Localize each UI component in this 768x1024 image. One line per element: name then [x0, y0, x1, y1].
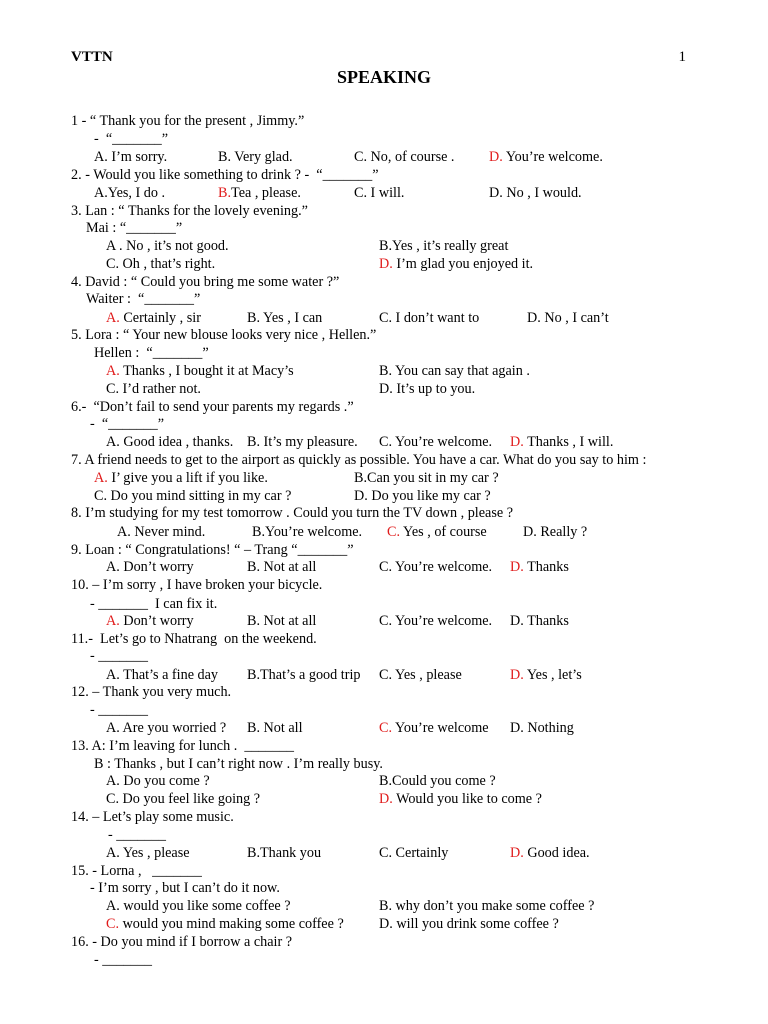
line-segment: [71, 630, 317, 648]
line-segment: [252, 523, 362, 541]
segment-text: - _______: [90, 648, 148, 664]
segment-text: C. Do you mind sitting in my car ?: [94, 488, 292, 504]
correct-answer-marker: A.: [106, 613, 120, 629]
line-segment: [71, 273, 339, 291]
line-segment: [71, 398, 354, 416]
line-segment: [90, 595, 217, 613]
line-segment: [71, 451, 646, 469]
segment-text: You’re welcome: [392, 720, 489, 736]
line-segment: [379, 844, 448, 862]
line-segment: [247, 612, 316, 630]
segment-text: A. Yes , please: [106, 845, 190, 861]
line-segment: [71, 504, 513, 522]
segment-text: Would you like to come ?: [392, 791, 542, 807]
segment-text: I’m glad you enjoyed it.: [392, 256, 534, 272]
page-number: 1: [678, 49, 686, 65]
line-segment: [90, 647, 148, 665]
line-segment: [94, 755, 383, 773]
line-segment: [510, 719, 574, 737]
segment-text: C. You’re welcome.: [379, 559, 493, 575]
line-segment: [527, 309, 609, 327]
correct-answer-marker: D.: [510, 434, 524, 450]
line-segment: [94, 487, 291, 505]
segment-text: Mai : “_______”: [86, 220, 183, 236]
segment-text: 8. I’m studying for my test tomorrow . Could you turn the TV down , please ?: [71, 505, 513, 521]
correct-answer-marker: D.: [379, 791, 393, 807]
segment-text: D. Thanks: [510, 613, 569, 629]
line-segment: [106, 558, 194, 576]
line-segment: [379, 362, 530, 380]
segment-text: Thanks , I bought it at Macy’s: [119, 363, 294, 379]
segment-text: A. Good idea , thanks.: [106, 434, 234, 450]
segment-text: B.Yes , it’s really great: [379, 238, 509, 254]
segment-text: A. Do you come ?: [106, 773, 210, 789]
line-segment: [379, 433, 492, 451]
line-segment: [71, 576, 322, 594]
correct-answer-marker: D.: [510, 559, 524, 575]
segment-text: 10. – I’m sorry , I have broken your bicycle.: [71, 577, 323, 593]
segment-text: B. Not at all: [247, 613, 317, 629]
line-segment: [106, 897, 291, 915]
segment-text: A. would you like some coffee ?: [106, 898, 291, 914]
segment-text: D. It’s up to you.: [379, 381, 476, 397]
segment-text: - _______ I can fix it.: [90, 596, 218, 612]
segment-text: B.That’s a good trip: [247, 667, 361, 683]
segment-text: C. I will.: [354, 185, 405, 201]
segment-text: would you mind making some coffee ?: [119, 916, 344, 932]
segment-text: 15. - Lorna , _______: [71, 863, 202, 879]
correct-answer-marker: C.: [379, 720, 393, 736]
line-segment: [218, 148, 293, 166]
line-segment: [106, 309, 201, 327]
line-segment: [94, 184, 165, 202]
line-segment: [108, 826, 166, 844]
segment-text: A.Yes, I do .: [94, 185, 166, 201]
segment-text: B. why don’t you make some coffee ?: [379, 898, 595, 914]
line-segment: [247, 309, 322, 327]
segment-text: D. Do you like my car ?: [354, 488, 491, 504]
segment-text: A . No , it’s not good.: [106, 238, 229, 254]
segment-text: - “_______”: [94, 131, 169, 147]
segment-text: Waiter : “_______”: [86, 291, 201, 307]
correct-answer-marker: A.: [106, 363, 120, 379]
segment-text: A. Are you worried ?: [106, 720, 227, 736]
line-segment: [106, 255, 215, 273]
segment-text: 12. – Thank you very much.: [71, 684, 232, 700]
segment-text: D. No , I would.: [489, 185, 582, 201]
correct-answer-marker: D.: [510, 667, 524, 683]
line-segment: [247, 558, 316, 576]
line-segment: [106, 612, 194, 630]
segment-text: C. I don’t want to: [379, 310, 480, 326]
line-segment: [71, 112, 304, 130]
segment-text: - _______: [94, 952, 152, 968]
segment-text: 14. – Let’s play some music.: [71, 809, 234, 825]
segment-text: B. You can say that again .: [379, 363, 530, 379]
line-segment: [94, 130, 168, 148]
line-segment: [90, 415, 164, 433]
header-left: VTTN: [71, 49, 113, 65]
correct-answer-marker: C.: [106, 916, 120, 932]
line-segment: [523, 523, 587, 541]
segment-text: A. Never mind.: [117, 524, 206, 540]
segment-text: D. will you drink some coffee ?: [379, 916, 559, 932]
segment-text: Hellen : “_______”: [94, 345, 209, 361]
line-segment: [379, 309, 479, 327]
line-segment: [106, 380, 201, 398]
segment-text: C. You’re welcome.: [379, 613, 493, 629]
segment-text: C. You’re welcome.: [379, 434, 493, 450]
line-segment: [106, 844, 190, 862]
segment-text: Yes , let’s: [523, 667, 582, 683]
correct-answer-marker: D.: [379, 256, 393, 272]
segment-text: B.Thank you: [247, 845, 322, 861]
line-segment: [71, 541, 354, 559]
line-segment: [71, 166, 379, 184]
line-segment: [106, 433, 233, 451]
line-segment: [379, 719, 489, 737]
segment-text: 16. - Do you mind if I borrow a chair ?: [71, 934, 293, 950]
line-segment: [247, 433, 358, 451]
segment-text: A. That’s a fine day: [106, 667, 219, 683]
correct-answer-marker: B.: [218, 185, 232, 201]
segment-text: 3. Lan : “ Thanks for the lovely evening.”: [71, 203, 308, 219]
line-segment: [106, 666, 218, 684]
segment-text: 13. A: I’m leaving for lunch . _______: [71, 738, 295, 754]
segment-text: Tea , please.: [231, 185, 301, 201]
line-segment: [379, 897, 594, 915]
line-segment: [106, 362, 294, 380]
segment-text: B. Not all: [247, 720, 303, 736]
line-segment: [354, 469, 499, 487]
segment-text: - I’m sorry , but I can’t do it now.: [90, 880, 280, 896]
segment-text: C. Oh , that’s right.: [106, 256, 216, 272]
line-segment: [379, 558, 492, 576]
line-segment: [489, 184, 582, 202]
segment-text: 5. Lora : “ Your new blouse looks very nice , Hellen.”: [71, 327, 377, 343]
segment-text: Don’t worry: [119, 613, 194, 629]
segment-text: C. Do you feel like going ?: [106, 791, 261, 807]
correct-answer-marker: D.: [510, 845, 524, 861]
line-segment: [489, 148, 603, 166]
segment-text: Certainly , sir: [119, 310, 201, 326]
line-segment: [106, 237, 229, 255]
line-segment: [86, 219, 182, 237]
line-segment: [379, 255, 533, 273]
segment-text: You’re welcome.: [502, 149, 603, 165]
line-segment: [106, 790, 260, 808]
segment-text: 9. Loan : “ Congratulations! “ – Trang “_______”: [71, 542, 354, 558]
line-segment: [86, 290, 200, 308]
segment-text: 11.- Let’s go to Nhatrang on the weekend.: [71, 631, 317, 647]
line-segment: [247, 844, 321, 862]
segment-text: Yes , of course: [400, 524, 487, 540]
segment-text: I’ give you a lift if you like.: [107, 470, 268, 486]
line-segment: [106, 915, 344, 933]
segment-text: B. Very glad.: [218, 149, 293, 165]
line-segment: [247, 666, 361, 684]
segment-text: C. Yes , please: [379, 667, 462, 683]
segment-text: 6.- “Don’t fail to send your parents my regards .”: [71, 399, 354, 415]
line-segment: [510, 844, 590, 862]
segment-text: 4. David : “ Could you bring me some water ?”: [71, 274, 340, 290]
segment-text: Thanks , I will.: [523, 434, 614, 450]
line-segment: [387, 523, 487, 541]
line-segment: [94, 148, 167, 166]
segment-text: C. I’d rather not.: [106, 381, 201, 397]
line-segment: [379, 612, 492, 630]
segment-text: 2. - Would you like something to drink ? - “_______”: [71, 167, 379, 183]
line-segment: [354, 184, 404, 202]
line-segment: [71, 202, 308, 220]
line-segment: [218, 184, 301, 202]
line-segment: [94, 951, 152, 969]
segment-text: A. Don’t worry: [106, 559, 194, 575]
line-segment: [379, 380, 475, 398]
segment-text: Good idea.: [523, 845, 590, 861]
segment-text: D. Nothing: [510, 720, 574, 736]
line-segment: [354, 148, 454, 166]
correct-answer-marker: D.: [489, 149, 503, 165]
correct-answer-marker: A.: [94, 470, 108, 486]
line-segment: [71, 808, 234, 826]
line-segment: [379, 790, 542, 808]
segment-text: B : Thanks , but I can’t right now . I’m really busy.: [94, 756, 383, 772]
line-segment: [71, 862, 202, 880]
line-segment: [247, 719, 303, 737]
correct-answer-marker: C.: [387, 524, 401, 540]
line-segment: [510, 433, 613, 451]
line-segment: [379, 237, 508, 255]
segment-text: B.You’re welcome.: [252, 524, 363, 540]
line-segment: [510, 612, 569, 630]
segment-text: B. Not at all: [247, 559, 317, 575]
line-segment: [71, 683, 231, 701]
line-segment: [71, 737, 294, 755]
segment-text: B.Could you come ?: [379, 773, 496, 789]
segment-text: 7. A friend needs to get to the airport as quickly as possible. You have a car. What do you say to him :: [71, 452, 647, 468]
segment-text: C. Certainly: [379, 845, 449, 861]
line-segment: [94, 469, 268, 487]
segment-text: B.Can you sit in my car ?: [354, 470, 499, 486]
line-segment: [106, 772, 210, 790]
segment-text: C. No, of course .: [354, 149, 455, 165]
segment-text: Thanks: [523, 559, 569, 575]
line-segment: [354, 487, 491, 505]
line-segment: [94, 344, 209, 362]
correct-answer-marker: A.: [106, 310, 120, 326]
line-segment: [106, 719, 226, 737]
segment-text: B. It’s my pleasure.: [247, 434, 358, 450]
segment-text: - “_______”: [90, 416, 165, 432]
segment-text: - _______: [90, 702, 148, 718]
line-segment: [510, 558, 569, 576]
segment-text: - _______: [108, 827, 166, 843]
line-segment: [71, 933, 292, 951]
segment-text: B. Yes , I can: [247, 310, 323, 326]
line-segment: [71, 326, 376, 344]
page-title: SPEAKING: [336, 67, 432, 87]
segment-text: D. No , I can’t: [527, 310, 609, 326]
line-segment: [117, 523, 205, 541]
line-segment: [379, 666, 462, 684]
line-segment: [510, 666, 582, 684]
segment-text: D. Really ?: [523, 524, 588, 540]
segment-text: A. I’m sorry.: [94, 149, 168, 165]
line-segment: [90, 879, 280, 897]
segment-text: 1 - “ Thank you for the present , Jimmy.”: [71, 113, 305, 129]
line-segment: [379, 772, 496, 790]
line-segment: [379, 915, 559, 933]
line-segment: [90, 701, 148, 719]
